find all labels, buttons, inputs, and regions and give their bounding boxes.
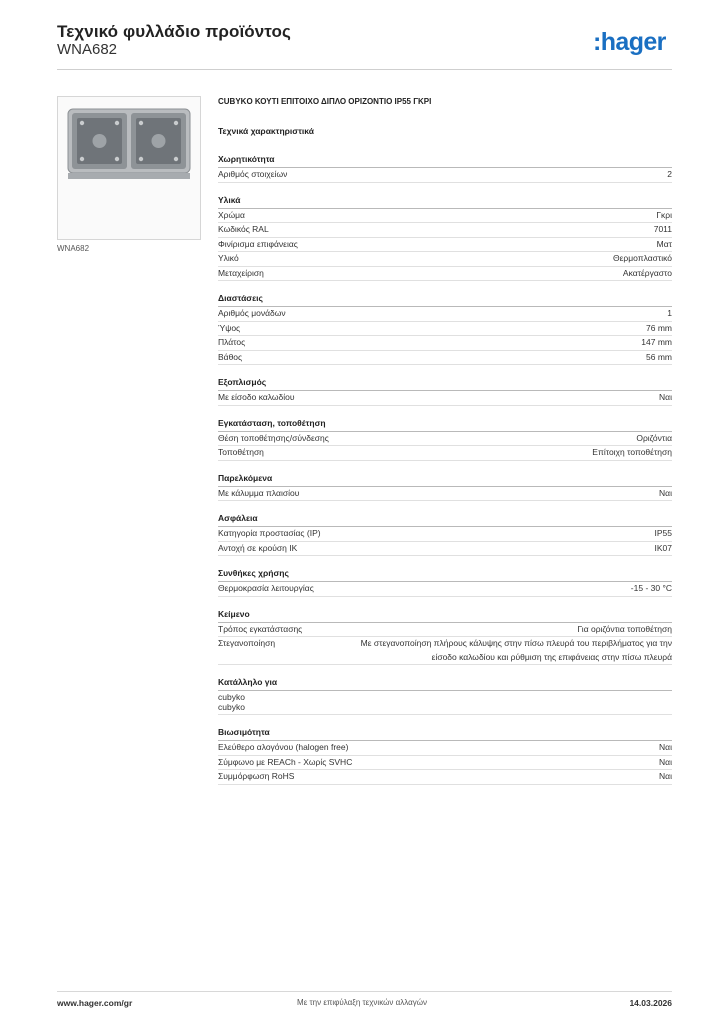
spec-row bbox=[218, 623, 672, 638]
footer-date: 14.03.2026 bbox=[629, 998, 672, 1008]
datasheet-content bbox=[218, 96, 672, 785]
spec-value: 2 bbox=[667, 169, 672, 179]
spec-label: Χρώμα bbox=[218, 209, 245, 220]
spec-value: 7011 bbox=[653, 224, 672, 234]
hager-logo: :hager bbox=[593, 28, 666, 56]
suitable-item: cubyko bbox=[218, 701, 245, 712]
section-title: Υλικά bbox=[218, 193, 672, 209]
spec-label: Θέση τοποθέτησης/σύνδεσης bbox=[218, 432, 329, 443]
section-title: Κείμενο bbox=[218, 607, 672, 623]
spec-label: Με είσοδο καλωδίου bbox=[218, 392, 295, 402]
spec-label: Μεταχείριση bbox=[218, 267, 264, 278]
product-image bbox=[57, 96, 201, 240]
spec-label: Ελεύθερο αλογόνου (halogen free) bbox=[218, 742, 349, 752]
section-title: Διαστάσεις bbox=[218, 291, 672, 307]
suitable-item: cubyko bbox=[218, 692, 245, 702]
spec-label: Με κάλυμμα πλαισίου bbox=[218, 487, 300, 498]
suitable-list bbox=[218, 691, 672, 715]
spec-value: 56 mm bbox=[646, 351, 672, 362]
product-code: WNA682 bbox=[57, 41, 118, 58]
spec-value: Ναι bbox=[659, 756, 672, 767]
sustainability-section bbox=[218, 725, 672, 785]
spec-row bbox=[218, 238, 672, 253]
spec-value: 1 bbox=[667, 308, 672, 318]
section-title: Κατάλληλο για bbox=[218, 675, 672, 691]
spec-row bbox=[218, 168, 672, 183]
spec-label: Τρόπος εγκατάστασης bbox=[218, 623, 303, 634]
spec-section bbox=[218, 566, 672, 597]
spec-row bbox=[218, 336, 672, 351]
spec-value: Ναι bbox=[659, 771, 672, 781]
spec-row bbox=[218, 582, 672, 597]
product-name: CUBYKO ΚΟΥΤΙ ΕΠΙΤΟΙΧΟ ΔΙΠΛΟ ΟΡΙΖΟΝΤΙΟ IP55 ΓΚΡΙ bbox=[218, 97, 432, 106]
document-title: Τεχνικό φυλλάδιο προϊόντος bbox=[57, 22, 291, 41]
section-title: Εξοπλισμός bbox=[218, 375, 672, 391]
footer-note: Με την επιφύλαξη τεχνικών αλλαγών bbox=[297, 998, 427, 1007]
spec-value: 76 mm bbox=[646, 322, 672, 333]
spec-row bbox=[218, 637, 672, 665]
spec-value: -15 - 30 °C bbox=[630, 583, 672, 593]
spec-label: Κατηγορία προστασίας (IP) bbox=[218, 528, 321, 538]
section-title: Συνθήκες χρήσης bbox=[218, 566, 672, 582]
spec-section bbox=[218, 511, 672, 556]
spec-row bbox=[218, 391, 672, 406]
spec-value: Για οριζόντια τοποθέτηση bbox=[577, 623, 672, 634]
spec-value: Γκρι bbox=[656, 209, 672, 220]
spec-label: Πλάτος bbox=[218, 337, 246, 347]
spec-label: Βάθος bbox=[218, 351, 243, 362]
header-divider bbox=[57, 69, 672, 70]
spec-value: Οριζόντια bbox=[636, 432, 672, 443]
footer-url[interactable]: www.hager.com/gr bbox=[57, 998, 133, 1008]
section-title: Παρελκόμενα bbox=[218, 471, 672, 487]
spec-row bbox=[218, 223, 672, 238]
spec-label: Αριθμός μονάδων bbox=[218, 308, 286, 318]
spec-row bbox=[218, 741, 672, 756]
spec-row bbox=[218, 267, 672, 282]
spec-value: Ναι bbox=[659, 487, 672, 498]
spec-section bbox=[218, 471, 672, 502]
spec-label: Σύμφωνο με REACh - Χωρίς SVHC bbox=[218, 756, 353, 767]
spec-label: Θερμοκρασία λειτουργίας bbox=[218, 583, 314, 593]
footer-divider bbox=[57, 991, 672, 992]
spec-value: Επίτοιχη τοποθέτηση bbox=[592, 447, 672, 457]
spec-value: IK07 bbox=[654, 542, 672, 553]
spec-value: Με στεγανοποίηση πλήρους κάλυψης στην πίσω πλευρά του περιβλήματος για την είσοδο καλωδίου και ρύθμιση της επιφάνειας στην πίσω πλευρά bbox=[360, 638, 672, 662]
spec-value: 147 mm bbox=[641, 337, 672, 347]
section-title: Εγκατάσταση, τοποθέτηση bbox=[218, 416, 672, 432]
spec-section bbox=[218, 416, 672, 461]
spec-sections bbox=[218, 152, 672, 665]
spec-value: Ματ bbox=[656, 238, 672, 249]
spec-row bbox=[218, 756, 672, 771]
spec-value: Ακατέργαστο bbox=[622, 267, 672, 278]
spec-row bbox=[218, 542, 672, 557]
spec-row bbox=[218, 209, 672, 224]
spec-value: Ναι bbox=[659, 742, 672, 752]
spec-label: Στεγανοποίηση bbox=[218, 638, 276, 648]
spec-section bbox=[218, 291, 672, 365]
spec-section bbox=[218, 152, 672, 183]
spec-label: Ύψος bbox=[218, 322, 241, 333]
spec-label: Συμμόρφωση RoHS bbox=[218, 771, 295, 781]
spec-label: Κωδικός RAL bbox=[218, 224, 269, 234]
spec-label: Αντοχή σε κρούση IK bbox=[218, 542, 298, 553]
spec-label: Υλικό bbox=[218, 253, 239, 263]
spec-row bbox=[218, 770, 672, 785]
spec-row bbox=[218, 252, 672, 267]
section-title: Χωρητικότητα bbox=[218, 152, 672, 168]
spec-section bbox=[218, 193, 672, 282]
spec-section bbox=[218, 375, 672, 406]
spec-row bbox=[218, 351, 672, 366]
double-surface-box-image bbox=[58, 97, 200, 239]
spec-row bbox=[218, 432, 672, 447]
spec-row bbox=[218, 527, 672, 542]
spec-label: Φινίρισμα επιφάνειας bbox=[218, 238, 298, 249]
spec-row bbox=[218, 446, 672, 461]
spec-label: Αριθμός στοιχείων bbox=[218, 169, 288, 179]
spec-value: Ναι bbox=[659, 392, 672, 402]
spec-label: Τοποθέτηση bbox=[218, 447, 264, 457]
technical-heading: Τεχνικά χαρακτηριστικά bbox=[218, 126, 314, 136]
spec-section bbox=[218, 607, 672, 666]
section-title: Ασφάλεια bbox=[218, 511, 672, 527]
section-title: Βιωσιμότητα bbox=[218, 725, 672, 741]
spec-row bbox=[218, 307, 672, 322]
image-caption: WNA682 bbox=[57, 244, 90, 253]
suitable-section bbox=[218, 675, 672, 715]
spec-row bbox=[218, 322, 672, 337]
spec-row bbox=[218, 487, 672, 502]
spec-value: Θερμοπλαστικό bbox=[612, 253, 672, 263]
spec-value: IP55 bbox=[654, 528, 672, 538]
